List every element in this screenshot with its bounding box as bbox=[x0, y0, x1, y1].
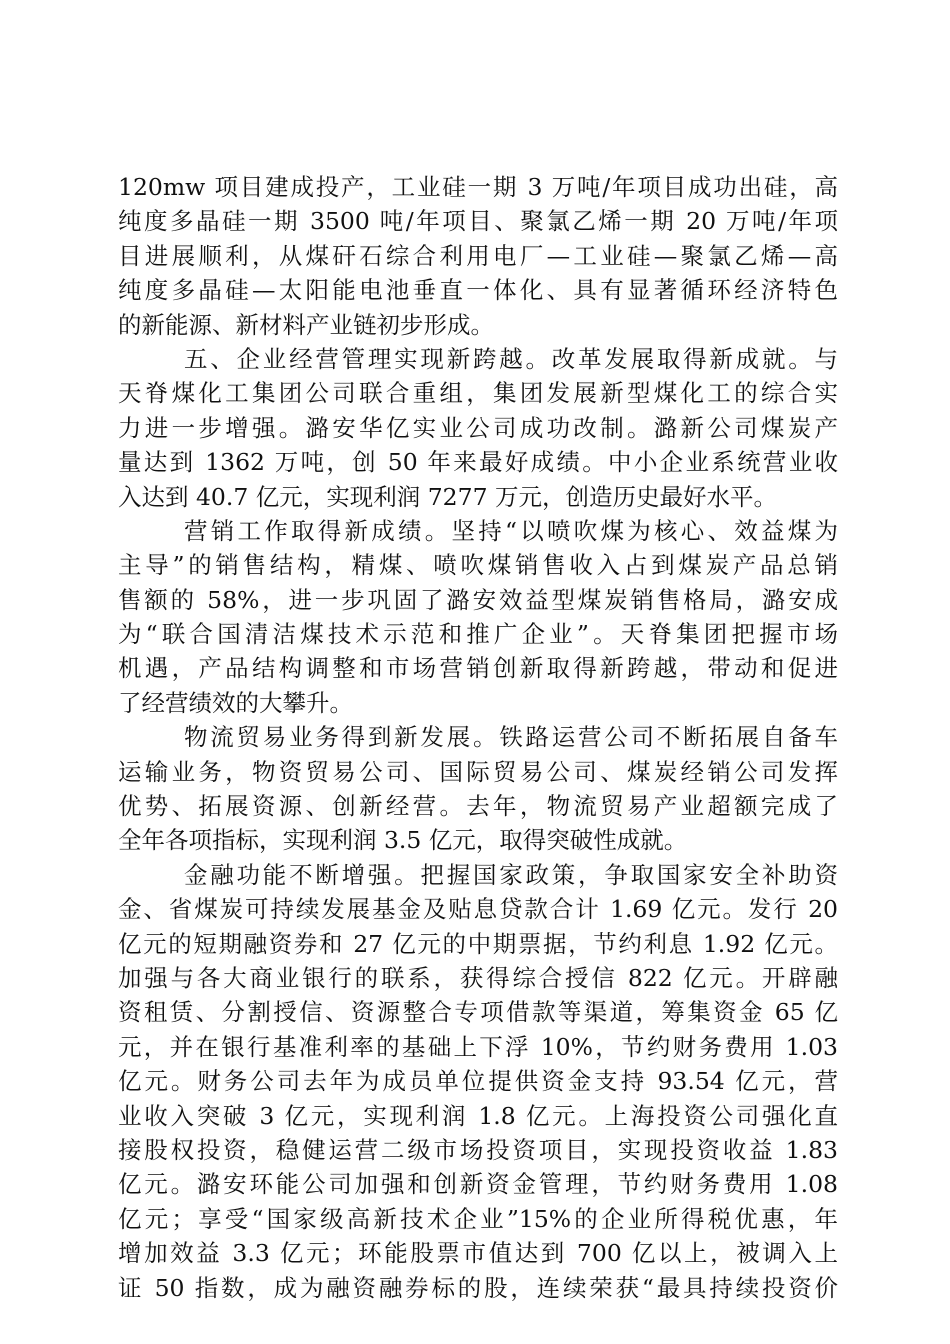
text-line: 亿元的短期融资券和 27 亿元的中期票据，节约利息 1.92 亿元。 bbox=[118, 929, 838, 958]
text-line: 物流贸易业务得到新发展。铁路运营公司不断拓展自备车 bbox=[184, 723, 838, 752]
text-line: 亿元；享受“国家级高新技术企业”15%的企业所得税优惠，年 bbox=[118, 1204, 838, 1233]
text-line: 接股权投资，稳健运营二级市场投资项目，实现投资收益 1.83 bbox=[118, 1135, 838, 1164]
text-line: 亿元。潞安环能公司加强和创新资金管理，节约财务费用 1.08 bbox=[118, 1170, 838, 1199]
text-line: 机遇，产品结构调整和市场营销创新取得新跨越，带动和促进 bbox=[118, 654, 838, 683]
text-line: 了经营绩效的大攀升。 bbox=[118, 688, 353, 717]
text-line: 目进展顺利，从煤矸石综合利用电厂—工业硅—聚氯乙烯—高 bbox=[118, 241, 838, 270]
text-line: 优势、拓展资源、创新经营。去年，物流贸易产业超额完成了 bbox=[118, 792, 838, 821]
text-line: 亿元。财务公司去年为成员单位提供资金支持 93.54 亿元，营 bbox=[118, 1067, 838, 1096]
text-line: 为“联合国清洁煤技术示范和推广企业”。天脊集团把握市场 bbox=[118, 620, 838, 649]
text-line: 五、企业经营管理实现新跨越。改革发展取得新成就。与 bbox=[184, 344, 838, 373]
text-line: 主导”的销售结构，精煤、喷吹煤销售收入占到煤炭产品总销 bbox=[118, 551, 838, 580]
text-line: 量达到 1362 万吨，创 50 年来最好成绩。中小企业系统营业收 bbox=[118, 448, 838, 477]
text-line: 天脊煤化工集团公司联合重组，集团发展新型煤化工的综合实 bbox=[118, 379, 838, 408]
text-line: 全年各项指标，实现利润 3.5 亿元，取得突破性成就。 bbox=[118, 826, 688, 855]
text-line: 证 50 指数，成为融资融券标的股，连续荣获“最具持续投资价 bbox=[118, 1273, 838, 1302]
text-line: 金、省煤炭可持续发展基金及贴息贷款合计 1.69 亿元。发行 20 bbox=[118, 895, 838, 924]
text-line: 金融功能不断增强。把握国家政策，争取国家安全补助资 bbox=[184, 860, 838, 889]
text-line: 120mw 项目建成投产，工业硅一期 3 万吨/年项目成功出硅，高 bbox=[118, 173, 838, 201]
paragraph bbox=[118, 170, 838, 342]
paragraph bbox=[118, 342, 838, 514]
text-line: 元，并在银行基准利率的基础上下浮 10%，节约财务费用 1.03 bbox=[118, 1032, 838, 1061]
text-line: 力进一步增强。潞安华亿实业公司成功改制。潞新公司煤炭产 bbox=[118, 413, 838, 442]
text-line: 纯度多晶硅一期 3500 吨/年项目、聚氯乙烯一期 20 万吨/年项 bbox=[118, 207, 838, 236]
paragraph bbox=[118, 514, 838, 720]
paragraph bbox=[118, 858, 838, 1305]
text-line: 运输业务，物资贸易公司、国际贸易公司、煤炭经销公司发挥 bbox=[118, 757, 838, 786]
text-line: 售额的 58%，进一步巩固了潞安效益型煤炭销售格局，潞安成 bbox=[118, 585, 838, 614]
paragraph bbox=[118, 720, 838, 858]
text-line: 营销工作取得新成绩。坚持“以喷吹煤为核心、效益煤为 bbox=[184, 516, 838, 545]
text-line: 入达到 40.7 亿元，实现利润 7277 万元，创造历史最好水平。 bbox=[118, 482, 778, 511]
text-line: 业收入突破 3 亿元，实现利润 1.8 亿元。上海投资公司强化直 bbox=[118, 1101, 838, 1130]
text-line: 加强与各大商业银行的联系，获得综合授信 822 亿元。开辟融 bbox=[118, 963, 838, 992]
text-line: 资租赁、分割授信、资源整合专项借款等渠道，筹集资金 65 亿 bbox=[118, 998, 838, 1027]
text-line: 增加效益 3.3 亿元；环能股票市值达到 700 亿以上，被调入上 bbox=[118, 1239, 838, 1268]
body-text bbox=[118, 170, 838, 1305]
text-line: 的新能源、新材料产业链初步形成。 bbox=[118, 310, 494, 339]
text-line: 纯度多晶硅—太阳能电池垂直一体化、具有显著循环经济特色 bbox=[118, 276, 838, 305]
